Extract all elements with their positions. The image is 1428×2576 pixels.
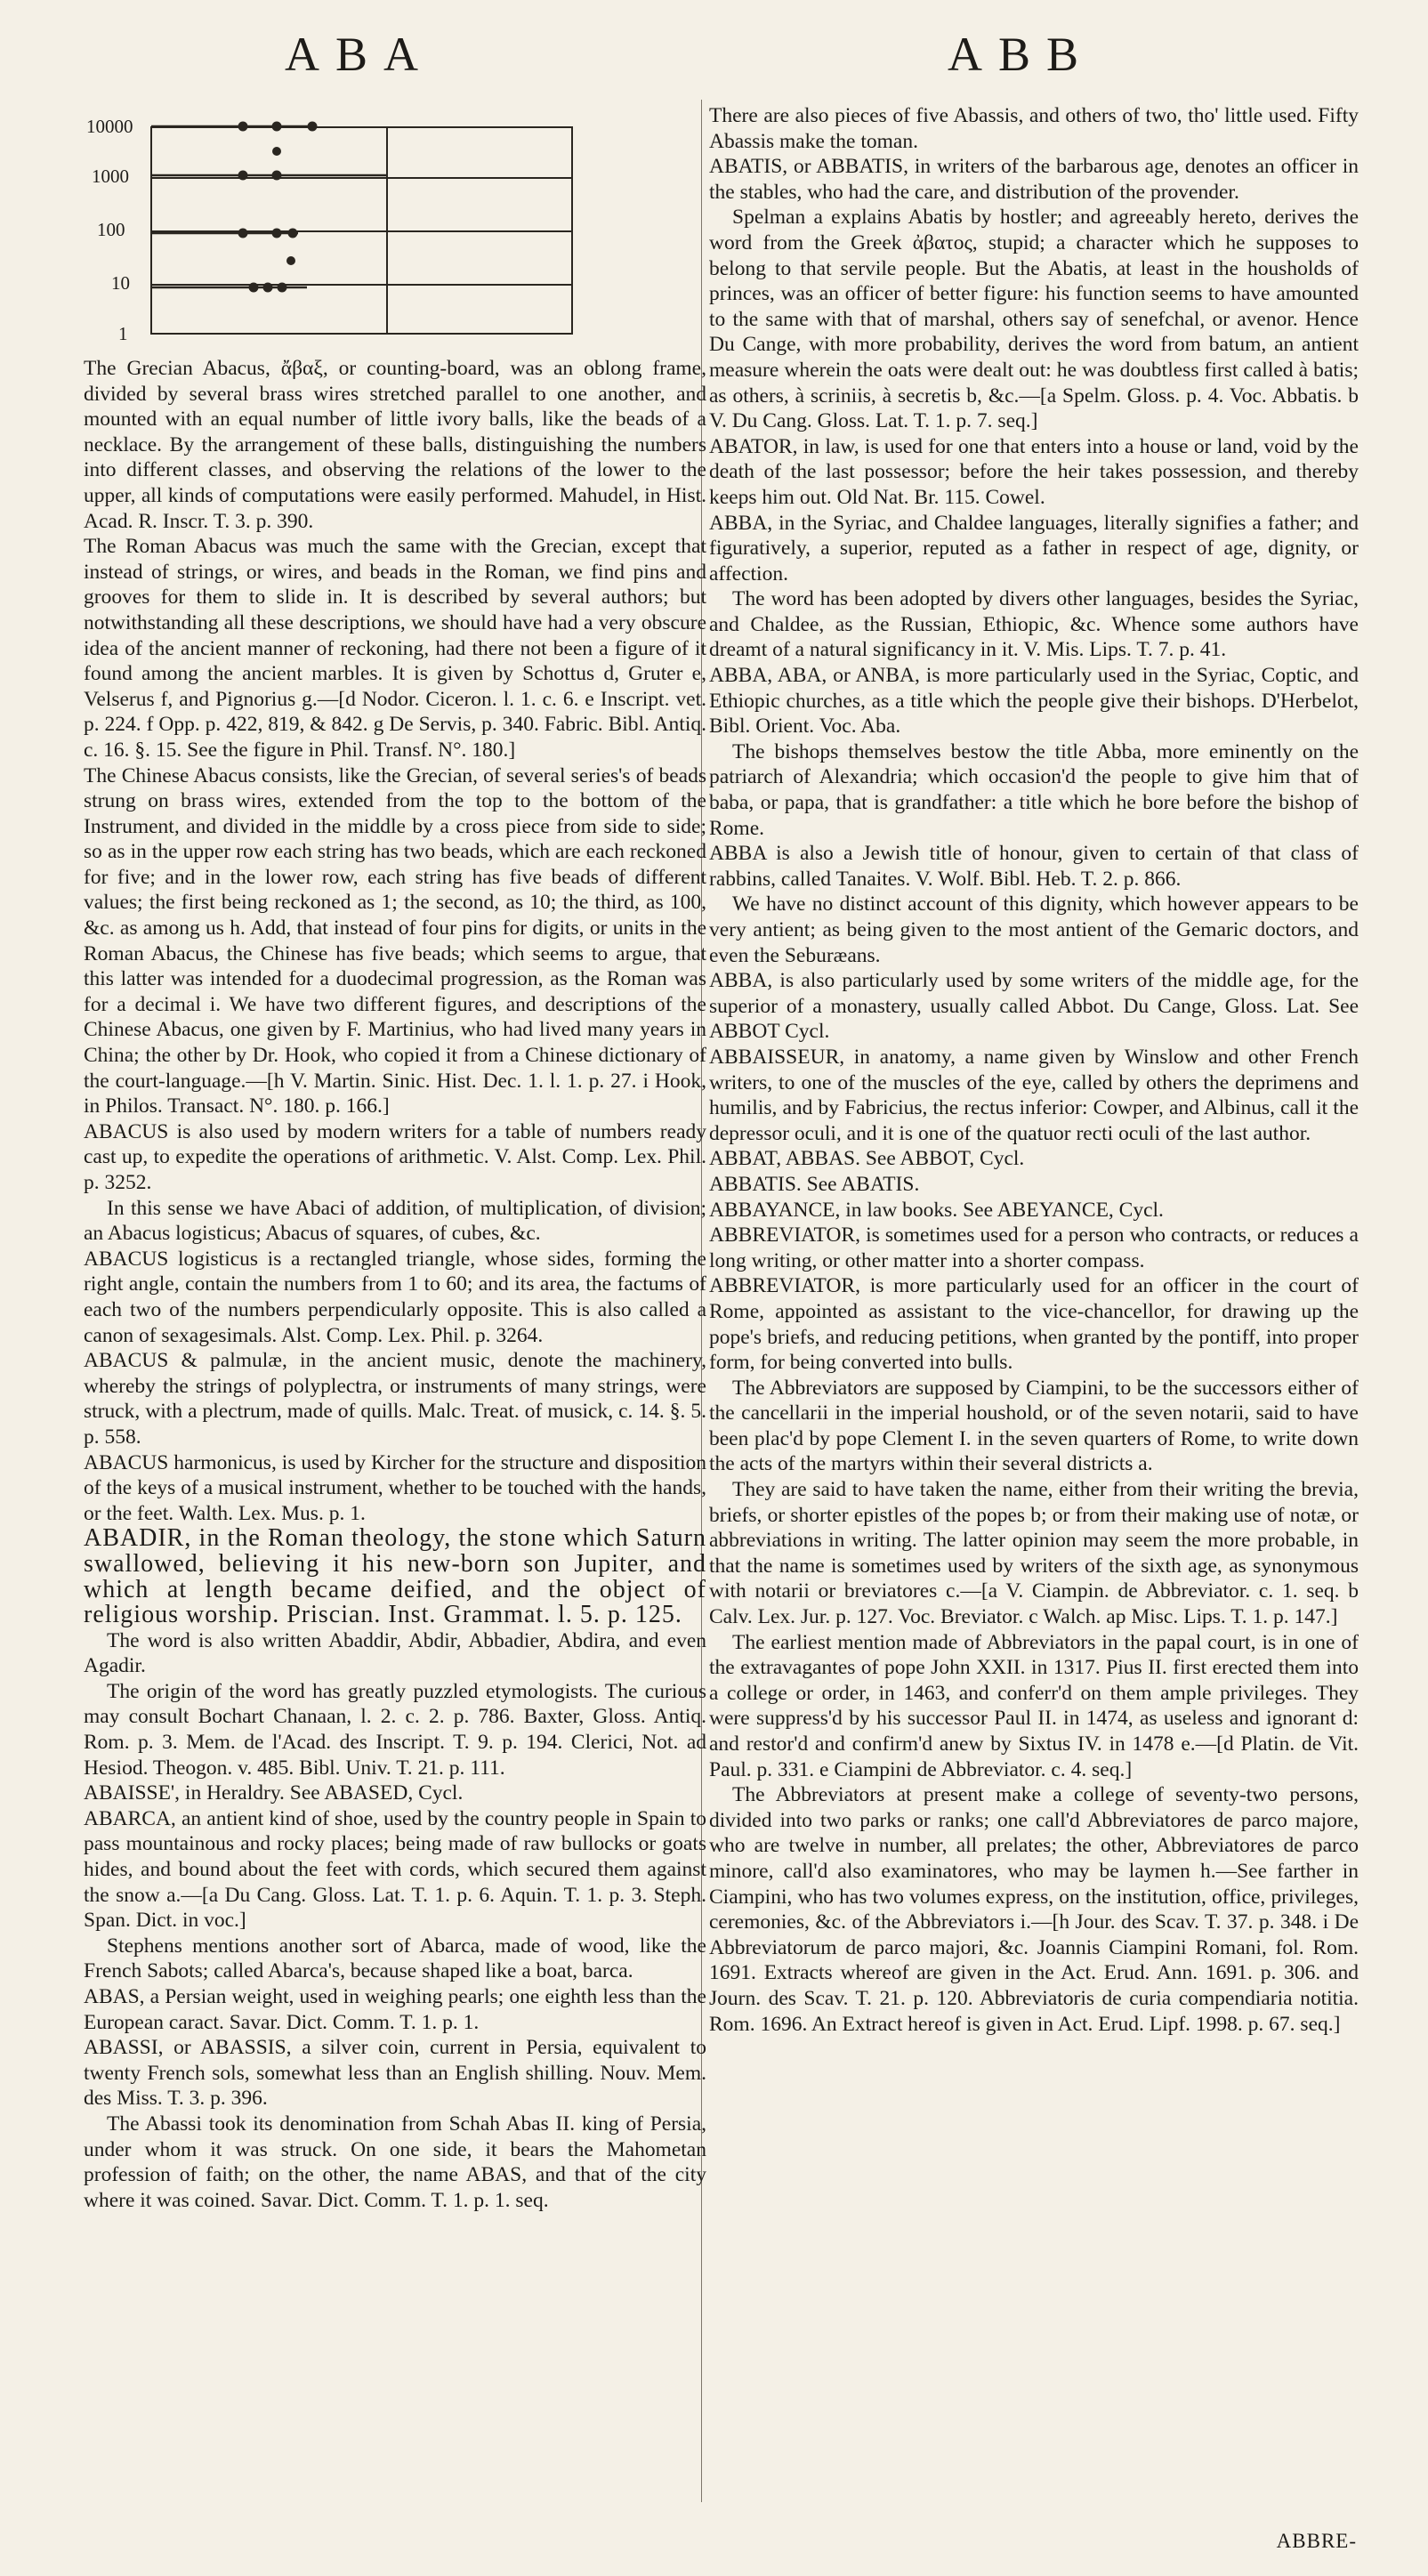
- running-head-right: ABB: [948, 28, 1095, 81]
- entry-abbayance: ABBAYANCE, in law books. See ABEYANCE, Cycl.: [709, 1198, 1164, 1222]
- right-column: [709, 103, 1359, 2037]
- paragraph: The earliest mention made of Abbreviators in the papal court, is in one of the extravagantes of pope John XXII. in 1317. Pius II. first erected them into a college or order, in 1463, and conferr'd on them ample privileges. They were suppress'd by his successor Paul II. in 1474, as useless and ignorant d: and restor'd and confirm'd anew by Sixtus IV. in 1478 e.—[d Platin. de Vit. Paul. p. 331. e Ciampini de Abbreviator. c. 4. seq.]: [709, 1630, 1359, 1781]
- running-head-left: ABA: [285, 28, 435, 81]
- entry-abacus-table: ABACUS is also used by modern writers for a table of numbers ready cast up, to expedite the operations of arithmetic. V. Alst. Comp. Lex. Phil. p. 3252.: [84, 1119, 706, 1194]
- paragraph: They are said to have taken the name, either from their writing the brevia, briefs, or shorter epistles of the popes b; or from their making use of notæ, or abbreviations in writing. The latter opinion may seem the more probable, in that the name is sometimes used by writers of the sixth age, as synonymous with notarii or breviatores c.—[a V. Ciampin. de Abbreviator. c. 1. seq. b Calv. Lex. Jur. p. 127. Voc. Breviator. c Walch. ap Misc. Lips. T. 1. p. 147.]: [709, 1478, 1359, 1629]
- bead: [286, 256, 295, 265]
- bead: [278, 283, 287, 293]
- paragraph: The word has been adopted by divers other languages, besides the Syriac, and Chaldee, as the Russian, Ethiopic, &c. Whence some authors have dreamt of a natural significancy in it. V. Mis. Lips. T. 7. p. 41.: [709, 587, 1359, 662]
- entry-abba-monastery: ABBA, is also particularly used by some writers of the middle age, for the superior of a monastery, usually called Abbot. Du Cange, Gloss. Lat. See ABBOT Cycl.: [709, 969, 1359, 1044]
- paragraph: The Abassi took its denomination from Schah Abas II. king of Persia, under whom it was struck. On one side, it bears the Mahometan profession of faith; on the other, the name ABAS, and that of the city where it was coined. Savar. Dict. Comm. T. 1. p. 1. seq.: [84, 2112, 706, 2212]
- bead: [272, 171, 282, 181]
- entry-abbat: ABBAT, ABBAS. See ABBOT, Cycl.: [709, 1147, 1025, 1171]
- paragraph: Stephens mentions another sort of Abarca, made of wood, like the French Sabots; called Abarca's, because shaped like a boat, barca.: [84, 1934, 706, 1983]
- abacus-label: 1000: [92, 166, 129, 187]
- entry-abacus-logisticus: ABACUS logisticus is a rectangled triangle, whose sides, forming the right angle, contain the numbers from 1 to 60; and its area, the factums of each two of the numbers perpendicularly opposite. This is also called a canon of sexagesimals. Alst. Comp. Lex. Phil. p. 3264.: [84, 1247, 706, 1347]
- paragraph: Spelman a explains Abatis by hostler; and agreeably hereto, derives the word from the Greek ἀβατος, stupid; a character which he supposes to belong to that servile people. But the Abatis, at least in the housholds of princes, was an officer of better figure: his function seems to have amounted to the same with that of marshal, others say of senefchal, or avenor. Hence Du Cange, with more probability, derives the word from batum, an antient measure wherein the oats were dealt out: he was doubtless first called à batis; as others, à scriniis, à secretis b, &c.—[a Spelm. Gloss. p. 4. Voc. Abbatis. b V. Du Cang. Gloss. Lat. T. 1. p. 7. seq.]: [709, 206, 1359, 433]
- bead: [238, 171, 248, 181]
- entry-abbreviator-rome: ABBREVIATOR, is more particularly used for an officer in the court of Rome, appointed as assistant to the vice-chancellor, for drawing up the pope's briefs, and reducing petitions, when granted by the pontiff, into proper form, for being converted into bulls.: [709, 1274, 1359, 1375]
- paragraph: The word is also written Abaddir, Abdir, Abbadier, Abdira, and even Agadir.: [84, 1628, 706, 1678]
- bead: [238, 229, 248, 238]
- entry-abaisse: ABAISSE', in Heraldry. See ABASED, Cycl.: [84, 1781, 464, 1805]
- abacus-label: 1: [118, 323, 128, 344]
- entry-abbatis: ABBATIS. See ABATIS.: [709, 1172, 920, 1196]
- paragraph: The bishops themselves bestow the title Abba, more eminently on the patriarch of Alexandria; which occasion'd the people to give him that of baba, or papa, that is grandfather: a title which he bore before the bishop of Rome.: [709, 739, 1359, 840]
- bead: [308, 122, 318, 132]
- bead: [288, 229, 298, 238]
- paragraph: The origin of the word has greatly puzzled etymologists. The curious may consult Bochart Chanaan, l. 2. c. 2. p. 786. Baxter, Gloss. Antiq. Rom. p. 3. Mem. de l'Acad. des Inscript. T. 9. p. 194. Clerici, Not. ad Hesiod. Theogon. v. 485. Bibl. Univ. T. 21. p. 111.: [84, 1679, 706, 1780]
- abacus-label: 10: [111, 272, 130, 294]
- entry-abadir: ABADIR, in the Roman theology, the stone which Saturn swallowed, believing it his new-born son Jupiter, and which at length became deified, and the object of religious worship. Priscian. Inst. Grammat. l. 5. p. 125.: [84, 1524, 706, 1629]
- entry-abba-jewish: ABBA is also a Jewish title of honour, given to certain of that class of rabbins, called Tanaites. V. Wolf. Bibl. Heb. T. 2. p. 866.: [709, 842, 1359, 891]
- left-column: [84, 356, 706, 2213]
- entry-abas: ABAS, a Persian weight, used in weighing pearls; one eighth less than the European caract. Savar. Dict. Comm. T. 1. p. 1.: [84, 1985, 706, 2034]
- paragraph: The Grecian Abacus, ἄβαξ, or counting-board, was an oblong frame, divided by several brass wires stretched parallel to one another, and mounted with an equal number of little ivory balls, like the beads of a necklace. By the arrangement of these balls, distinguishing the numbers into different classes, and observing the relations of the lower to the upper, all kinds of computations were easily performed. Mahudel, in Hist. Acad. R. Inscr. T. 3. p. 390.: [84, 357, 706, 533]
- bead: [238, 122, 248, 132]
- entry-abbreviator: ABBREVIATOR, is sometimes used for a person who contracts, or reduces a long writing, or other matter into a shorter compass.: [709, 1223, 1359, 1272]
- entry-abbaisseur: ABBAISSEUR, in anatomy, a name given by Winslow and other French writers, to one of the muscles of the eye, called by others the deprimens and humilis, and by Fabricius, the rectus inferior: Cowper, and Albinus, call it the depressor oculi, and it is one of the quatuor recti oculi of the last author.: [709, 1045, 1359, 1145]
- bead: [272, 122, 282, 132]
- entry-abator: ABATOR, in law, is used for one that enters into a house or land, void by the death of the last possessor; before the heir takes possession, and thereby keeps him out. Old Nat. Br. 115. Cowel.: [709, 434, 1359, 509]
- entry-abba: ABBA, in the Syriac, and Chaldee languages, literally signifies a father; and figuratively, a superior, reputed as a father in respect of age, dignity, or affection.: [709, 511, 1359, 585]
- paragraph: In this sense we have Abaci of addition, of multiplication, of division; an Abacus logisticus; Abacus of squares, of cubes, &c.: [84, 1196, 706, 1246]
- entry-abatis: ABATIS, or ABBATIS, in writers of the barbarous age, denotes an officer in the stables, who had the care, and distribution of the provender.: [709, 155, 1359, 204]
- paragraph: The Abbreviators at present make a college of seventy-two persons, divided into two parks or ranks; one call'd Abbreviatores de parco majore, who are twelve in number, all prelates; the other, Abbreviatores de parco minore, call'd also examinatores, who may be laymen h.—See farther in Ciampini, who has two volumes express, on the institution, office, privileges, ceremonies, &c. of the Abbreviators i.—[h Jour. des Scav. T. 37. p. 348. i De Abbreviatorum de parco majori, &c. Joannis Ciampini Romani, fol. Rom. 1691. Extracts whereof are given in the Act. Erud. Ann. 1691. p. 306. and Journ. des Scav. T. 21. p. 120. Abbreviatoris de curia compendiaria notitia. Rom. 1696. An Extract hereof is given in Act. Erud. Lipf. 1998. p. 67. seq.]: [709, 1783, 1359, 2036]
- entry-abassi: ABASSI, or ABASSIS, a silver coin, current in Persia, equivalent to twenty French sols, somewhat less than an English shilling. Nouv. Mem. des Miss. T. 3. p. 396.: [84, 2036, 706, 2111]
- paragraph: There are also pieces of five Abassis, and others of two, tho' little used. Fifty Abassis make the toman.: [709, 104, 1359, 153]
- paragraph: The Abbreviators are supposed by Ciampini, to be the successors either of the cancellarii in the imperial houshold, or of the seven notarii, said to have been plac'd by pope Clement I. in the seven quarters of Rome, to write down the acts of the martyrs within their several districts a.: [709, 1376, 1359, 1476]
- paragraph: The Chinese Abacus consists, like the Grecian, of several series's of beads strung on brass wires, extended from the top to the bottom of the Instrument, and divided in the middle by a cross piece from side to side; so as in the upper row each string has two beads, which are each reckoned for five; and in the lower row, each string has five beads of different values; the first being reckoned as 1; the second, as 10; the third, as 100, &c. as among us h. Add, that instead of four pins for digits, or units in the Roman Abacus, the Chinese has five beads; which seems to argue, that this latter was intended for a duodecimal progression, as the Roman was for a decimal i. We have two different figures, and descriptions of the Chinese Abacus, one given by F. Martinius, who had lived many years in China; the other by Dr. Hook, who copied it from a Chinese dictionary of the court-language.—[h V. Martin. Sinic. Hist. Dec. 1. l. 1. p. 27. i Hook, in Philos. Transact. N°. 180. p. 166.]: [84, 763, 706, 1118]
- catchword: ABBRE-: [1276, 2530, 1357, 2552]
- abacus-label: 100: [97, 219, 125, 240]
- bead: [272, 229, 282, 238]
- abacus-figure: [85, 111, 583, 347]
- entry-abacus-palmulae: ABACUS & palmulæ, in the ancient music, denote the machinery, whereby the strings of polyplectra, or instruments of many strings, were struck, with a plectrum, made of quills. Malc. Treat. of musick, c. 14. §. 5. p. 558.: [84, 1349, 706, 1449]
- abacus-label: 10000: [86, 116, 133, 137]
- paragraph: The Roman Abacus was much the same with the Grecian, except that instead of strings, or wires, and beads in the Roman, we find pins and grooves for them to slide in. It is described by several authors; but notwithstanding all these descriptions, we should have had a very obscure idea of the ancient manner of reckoning, had there not been a figure of it found among the ancient marbles. It is given by Schottus d, Gruter e, Velserus f, and Pignorius g.—[d Nodor. Ciceron. l. 1. c. 6. e Inscript. vet. p. 224. f Opp. p. 422, 819, & 842. g De Servis, p. 340. Fabric. Bibl. Antiq. c. 16. §. 15. See the figure in Phil. Transf. N°. 180.]: [84, 535, 706, 762]
- bead: [249, 283, 259, 293]
- bead: [272, 147, 281, 156]
- bead: [263, 283, 273, 293]
- paragraph: We have no distinct account of this dignity, which however appears to be very antient; as being given to the most antient of the Gemaric doctors, and even the Seburæans.: [709, 892, 1359, 967]
- entry-abba-aba-anba: ABBA, ABA, or ANBA, is more particularly used in the Syriac, Coptic, and Ethiopic churches, as a title which the people give their bishops. D'Herbelot, Bibl. Orient. Voc. Aba.: [709, 664, 1359, 739]
- entry-abacus-harmonicus: ABACUS harmonicus, is used by Kircher for the structure and disposition of the keys of a musical instrument, whether to be touched with the hands, or the feet. Walth. Lex. Mus. p. 1.: [84, 1450, 706, 1525]
- entry-abarca: ABARCA, an antient kind of shoe, used by the country people in Spain to pass mountainous and rocky places; being made of raw bullocks or goats hides, and bound about the feet with cords, which secured them against the snow a.—[a Du Cang. Gloss. Lat. T. 1. p. 6. Aquin. T. 1. p. 3. Steph. Span. Dict. in voc.]: [84, 1806, 706, 1933]
